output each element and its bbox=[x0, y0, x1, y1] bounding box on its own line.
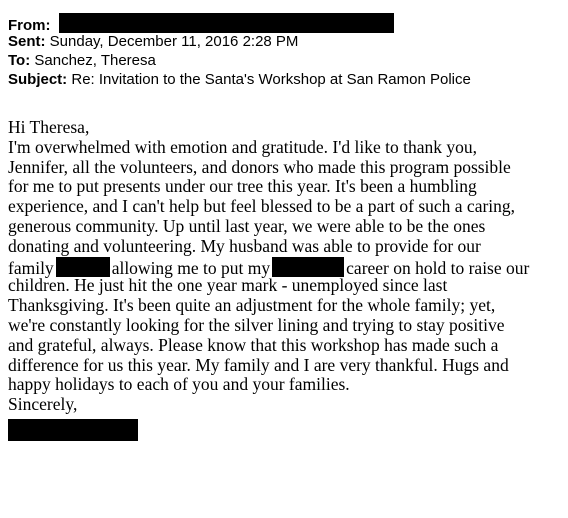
body-text-fragment: family bbox=[8, 257, 54, 278]
sent-label: Sent: bbox=[8, 33, 46, 50]
body-line: I'm overwhelmed with emotion and gratitude. I'd like to thank you, bbox=[8, 136, 477, 157]
redacted-block bbox=[56, 257, 110, 277]
body-line: experience, and I can't help but feel blessed to be a part of such a caring, bbox=[8, 196, 516, 217]
greeting: Hi Theresa, bbox=[8, 117, 90, 137]
body-line: Jennifer, all the volunteers, and donors who made this program possible bbox=[8, 156, 511, 177]
body-text-fragment: allowing me to put my bbox=[111, 257, 271, 278]
body-line: children. He just hit the one year mark - unemployed since last bbox=[8, 275, 448, 296]
email-header bbox=[8, 13, 564, 89]
to-row bbox=[8, 51, 564, 70]
redacted-signature-block bbox=[8, 419, 138, 441]
body-line: donating and volunteering. My husband was able to provide for our bbox=[8, 235, 481, 256]
signature-row bbox=[8, 419, 564, 439]
body-line: happy holidays to each of you and your families. bbox=[8, 374, 350, 395]
subject-row bbox=[8, 70, 564, 89]
from-label: From: bbox=[8, 17, 51, 34]
body-line: and grateful, always. Please know that this workshop has made such a bbox=[8, 334, 499, 355]
closing: Sincerely, bbox=[8, 394, 78, 415]
body-text-fragment: career on hold to raise our bbox=[346, 257, 530, 278]
sent-value: Sunday, December 11, 2016 2:28 PM bbox=[49, 33, 299, 50]
redacted-block bbox=[272, 257, 344, 277]
to-value: Sanchez, Theresa bbox=[34, 52, 156, 69]
body-line: difference for us this year. My family and I are very thankful. Hugs and bbox=[8, 354, 509, 375]
sent-row bbox=[8, 32, 564, 51]
body-line: Thanksgiving. It's been quite an adjustment for the whole family; yet, bbox=[8, 295, 496, 316]
body-line: we're constantly looking for the silver lining and trying to stay positive bbox=[8, 314, 505, 335]
redacted-sender-block bbox=[59, 13, 394, 33]
body-line: generous community. Up until last year, we were able to be the ones bbox=[8, 215, 486, 236]
redacted-body-line bbox=[8, 257, 564, 277]
subject-value: Re: Invitation to the Santa's Workshop at San Ramon Police bbox=[71, 71, 471, 88]
body-line: for me to put presents under our tree this year. It's been a humbling bbox=[8, 176, 477, 197]
to-label: To: bbox=[8, 52, 31, 69]
email-body bbox=[8, 118, 564, 439]
from-row bbox=[8, 13, 564, 32]
subject-label: Subject: bbox=[8, 71, 68, 88]
